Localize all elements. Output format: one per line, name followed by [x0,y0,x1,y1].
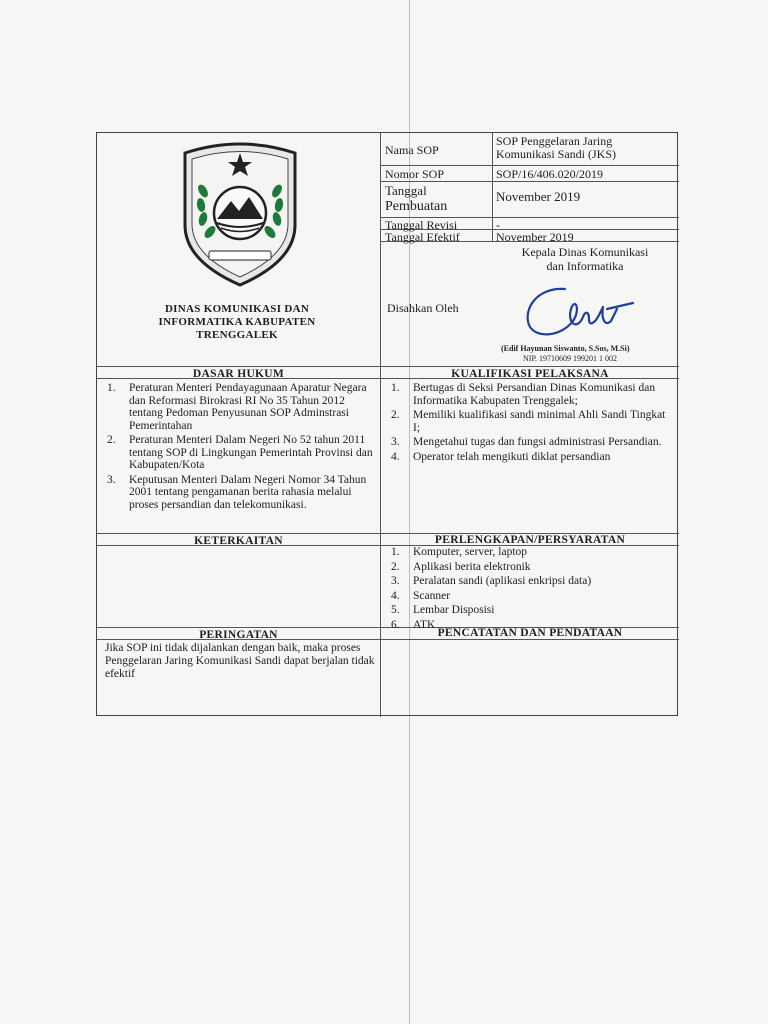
dasar-hukum-list [101,382,377,511]
perlengkapan-title: PERLENGKAPAN/PERSYARATAN [434,534,626,546]
dasar-hukum-item [101,382,377,432]
nama-sop-value-line: Komunikasi Sandi (JKS) [496,147,616,161]
info-column-divider [492,133,493,241]
perlengkapan-item-text: Komputer, server, laptop [413,546,528,558]
org-name-line: TRENGGALEK [196,329,278,341]
pencatatan-title: PENCATATAN DAN PENDATAAN [437,627,623,639]
perlengkapan-item [385,561,675,574]
perlengkapan-list-container [385,546,675,633]
shield-emblem-icon [177,139,303,287]
perlengkapan-item [385,590,675,603]
info-row-line [380,181,679,182]
section-line [97,366,679,367]
kualifikasi-item [385,382,675,407]
kualifikasi-item-number: 4. [391,450,400,463]
sop-table [96,132,678,716]
tanggal-pembuatan-label [385,183,447,215]
kualifikasi-item [385,436,675,449]
organization-name [117,303,357,342]
kualifikasi-item-number: 3. [391,436,400,448]
kualifikasi-item-text: Operator telah mengikuti diklat persandian [413,450,611,463]
perlengkapan-item-number: 5. [391,604,400,616]
dasar-hukum-item-text: Peraturan Menteri Dalam Negeri No 52 tahun 2011 tentang SOP di Lingkungan Pemerintah Provinsi dan Kabupaten/Kota [129,434,373,471]
kualifikasi-title: KUALIFIKASI PELAKSANA [451,368,609,380]
disahkan-oleh-label: Disahkan Oleh [387,301,459,315]
dasar-hukum-list-container [101,382,377,513]
peringatan-text: Jika SOP ini tidak dijalankan dengan baik, maka proses Penggelaran Jaring Komunikasi Sandi dapat berjalan tidak efektif [105,642,375,680]
perlengkapan-item-number: 2. [391,560,400,573]
dasar-hukum-item-number: 2. [107,434,116,446]
nomor-sop-value: SOP/16/406.020/2019 [496,167,604,181]
tanggal-pembuatan-label-line: Tanggal [385,183,427,198]
perlengkapan-item [385,604,675,617]
kualifikasi-list [385,382,675,463]
dasar-hukum-item-text: Keputusan Menteri Dalam Negeri Nomor 34 Tahun 2001 tentang pengamanan berita rahasia melalui proses persandian dan telekomunikasi. [129,473,367,511]
signature-icon [517,279,637,343]
kualifikasi-item [385,451,675,464]
tanggal-pembuatan-label-line: Pembuatan [385,199,448,214]
kualifikasi-item-number: 2. [391,409,400,421]
perlengkapan-list [385,546,675,631]
perlengkapan-item-text: Peralatan sandi (aplikasi enkripsi data) [413,575,592,587]
kualifikasi-item-number: 1. [391,382,400,394]
dasar-hukum-title: DASAR HUKUM [192,368,285,380]
dasar-hukum-item [101,474,377,512]
tanggal-efektif-value: November 2019 [496,230,574,244]
nama-sop-value-line: SOP Penggelaran Jaring [496,134,613,148]
perlengkapan-item-number: 4. [391,589,400,602]
dasar-hukum-item-text: Peraturan Menteri Pendayagunaan Aparatur Negara dan Reformasi Birokrasi RI No 35 Tahun 2012 tentang Pedoman Penyusunan SOP Adminstrasi Pemerintahan [129,382,367,432]
info-row-line [380,165,679,166]
dasar-hukum-item [101,434,377,472]
nama-sop-label: Nama SOP [385,143,439,157]
org-name-line: DINAS KOMUNIKASI DAN [164,303,310,315]
pengesah-nip: NIP. 19710609 199201 1 002 [523,354,618,363]
perlengkapan-item-text: Lembar Disposisi [413,604,495,616]
perlengkapan-item-text: Aplikasi berita elektronik [413,560,531,573]
kualifikasi-item-text: Bertugas di Seksi Persandian Dinas Komunikasi dan Informatika Kabupaten Trenggalek; [413,382,656,407]
pengesah-jabatan-line: dan Informatika [546,259,624,273]
pengesah-jabatan [495,245,675,273]
tanggal-pembuatan-value: November 2019 [496,189,581,204]
pengesah-nama: (Edif Hayunan Siswanto, S.Sos, M.Si) [501,344,630,353]
peringatan-title: PERINGATAN [199,629,278,641]
kabupaten-logo [177,139,303,287]
perlengkapan-item [385,546,675,559]
keterkaitan-title: KETERKAITAN [194,535,283,547]
signature [517,279,637,343]
tanggal-revisi-value: - [496,218,500,232]
kualifikasi-item [385,409,675,434]
org-name-line: INFORMATIKA KABUPATEN [158,316,316,328]
nomor-sop-label: Nomor SOP [385,167,445,181]
dasar-hukum-item-number: 1. [107,382,116,394]
tanggal-revisi-label: Tanggal Revisi [385,218,458,232]
perlengkapan-item-number: 3. [391,575,400,587]
perlengkapan-item [385,575,675,588]
perlengkapan-item-number: 1. [391,546,400,558]
perlengkapan-item-text: Scanner [413,589,451,602]
tanggal-efektif-label: Tanggal Efektif [385,230,460,244]
pengesah-jabatan-line: Kepala Dinas Komunikasi [521,245,649,259]
nama-sop-value [496,135,616,161]
kualifikasi-list-container [385,382,675,465]
perlengkapan-item-number: 6. [391,618,400,631]
perlengkapan-item-text: ATK [413,618,436,631]
kualifikasi-item-text: Memiliki kualifikasi sandi minimal Ahli Sandi Tingkat I; [413,409,666,434]
dasar-hukum-item-number: 3. [107,473,116,486]
kualifikasi-item-text: Mengetahui tugas dan fungsi administrasi Persandian. [413,436,662,448]
